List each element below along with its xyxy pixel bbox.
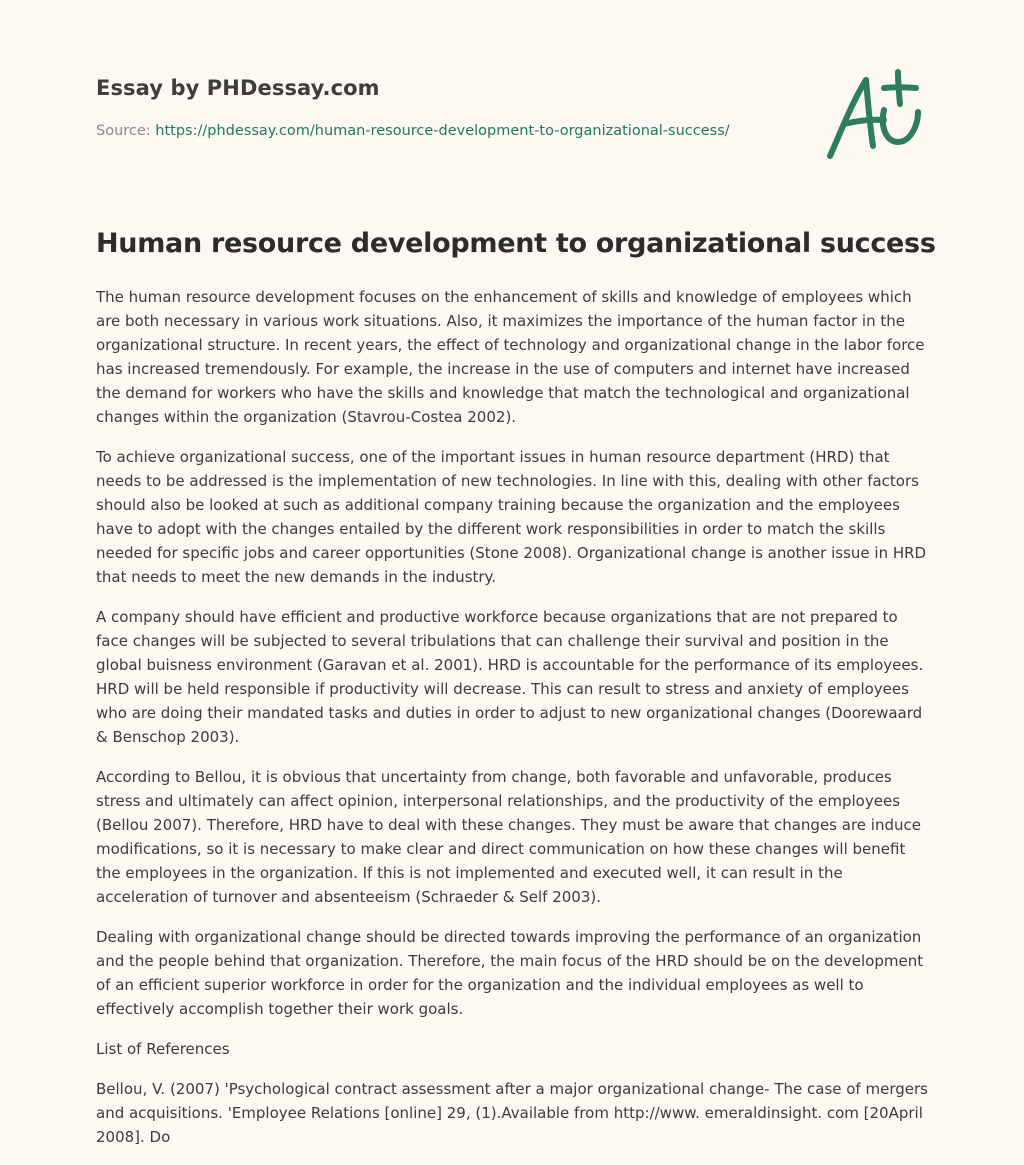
essay-paragraph: Dealing with organizational change should be directed towards improving the performance of an organization and the people behind that organization. Therefore, the main focus of the HRD should be on the development of an efficient superior workforce in order for the organization and the individual employees as well to effectively accomplish together their work goals. xyxy=(96,928,924,1018)
essay-paragraph: To achieve organizational success, one of the important issues in human resource department (HRD) that needs to be addressed is the implementation of new technologies. In line with this, dealing with other factors should also be looked at such as additional company training because the organization and the employees have to adopt with the changes entailed by the different work responsibilities in order to match the skills needed for specific jobs and career opportunities (Stone 2008). Organizational change is another issue in HRD that needs to meet the new demands in the industry. xyxy=(96,448,927,586)
essay-paragraph: The human resource development focuses on the enhancement of skills and knowledge of employees which are both necessary in various work situations. Also, it maximizes the importance of the human factor in the organizational structure. In recent years, the effect of technology and organizational change in the labor force has increased tremendously. For example, the increase in the use of computers and internet have increased the demand for workers who have the skills and knowledge that match the technological and organizational changes within the organization (Stavrou-Costea 2002). xyxy=(96,288,925,426)
logo-swoosh xyxy=(883,110,918,142)
reference-item: Bellou, V. (2007) 'Psychological contract assessment after a major organizational change- The case of mergers and acquisitions. 'Employee Relations [online] 29, (1).Available from http://www. emeraldinsight. com [20April 2008]. Do xyxy=(96,1080,928,1146)
logo-plus-horizontal xyxy=(884,87,916,88)
logo-a-right-stroke xyxy=(866,80,873,146)
source-line xyxy=(96,123,796,139)
essay-body xyxy=(96,285,930,1165)
essay-paragraph: A company should have efficient and productive workforce because organizations that are not prepared to face changes will be subjected to several tribulations that can challenge their survival and position in the global buisness environment (Garavan et al. 2001). HRD is accountable for the performance of its employees. HRD will be held responsible if productivity will decrease. This can result to stress and anxiety of employees who are doing their mandated tasks and duties in order to adjust to new organizational changes (Doorewaard & Benschop 2003). xyxy=(96,608,924,746)
logo-a-crossbar xyxy=(844,120,884,124)
a-plus-logo-icon xyxy=(818,64,930,168)
essay-paragraph: According to Bellou, it is obvious that uncertainty from change, both favorable and unfavorable, produces stress and ultimately can affect opinion, interpersonal relationships, and the productivity of the employees (Bellou 2007). Therefore, HRD have to deal with these changes. They must be aware that changes are induce modifications, so it is necessary to make clear and direct communication on how these changes will benefit the employees in the organization. If this is not implemented and executed well, it can result in the acceleration of turnover and absenteeism (Schraeder & Self 2003). xyxy=(96,768,921,906)
source-label: Source: xyxy=(96,123,156,139)
source-link[interactable]: https://phdessay.com/human-resource-development-to-organizational-success/ xyxy=(155,123,730,139)
essay-title: Human resource development to organizational success xyxy=(96,228,936,259)
references-heading: List of References xyxy=(96,1040,230,1058)
essay-header xyxy=(96,76,796,139)
site-title: Essay by PHDessay.com xyxy=(96,76,380,100)
